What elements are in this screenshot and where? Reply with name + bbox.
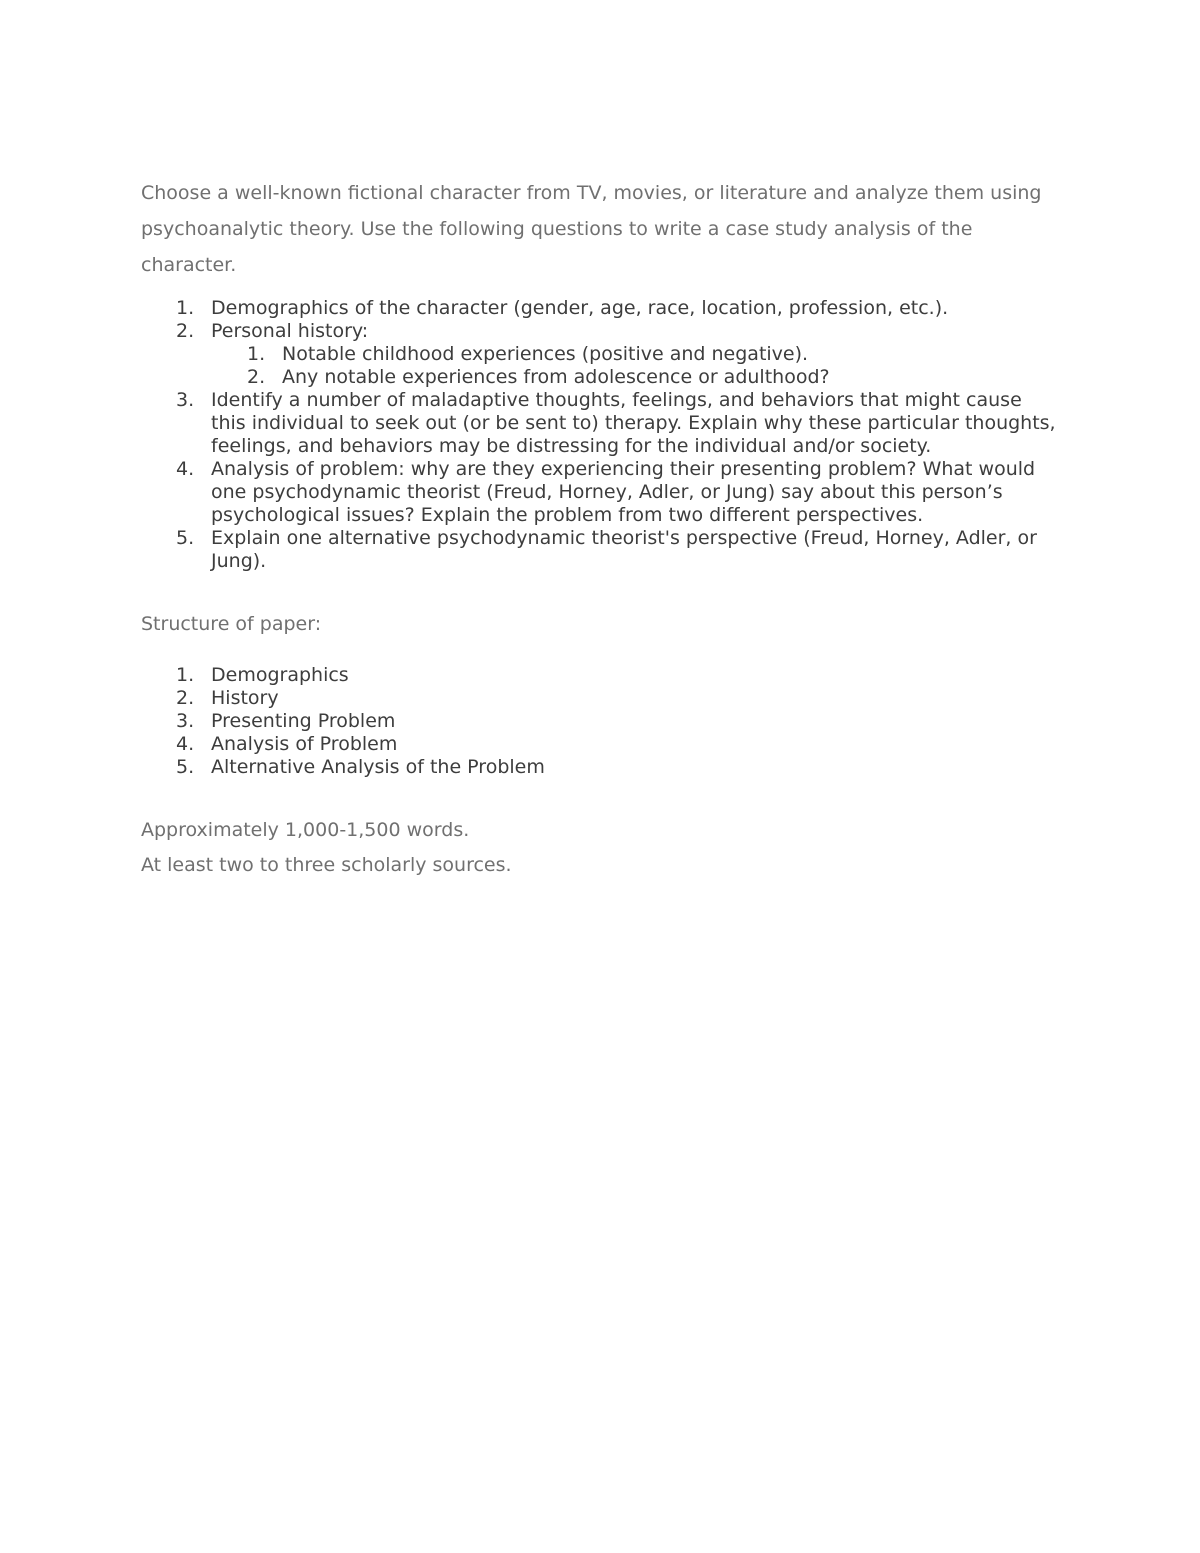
list-item	[141, 710, 1061, 733]
sources-note: At least two to three scholarly sources.	[141, 854, 512, 876]
list-item	[141, 733, 1061, 756]
list-item-text: Analysis of problem: why are they experiencing their presenting problem? What would one psychodynamic theorist (Freud, Horney, Adler, or Jung) say about this person’s psychological issues? Explain the problem from two different perspectives.	[211, 458, 1036, 526]
list-number: 5.	[176, 527, 195, 549]
list-item	[141, 458, 1061, 527]
questions-list	[141, 297, 1061, 573]
personal-history-sublist	[211, 343, 1061, 389]
list-item-text: Alternative Analysis of the Problem	[211, 756, 545, 778]
list-item	[141, 389, 1061, 458]
sublist-item	[211, 343, 1061, 366]
list-number: 2.	[176, 687, 195, 709]
list-item-text: Personal history:	[211, 320, 369, 342]
structure-heading: Structure of paper:	[141, 613, 322, 635]
list-item	[141, 527, 1061, 573]
list-number: 3.	[176, 389, 195, 411]
list-number: 2.	[176, 320, 195, 342]
list-item-text: Presenting Problem	[211, 710, 396, 732]
document-body	[141, 175, 1061, 877]
list-number: 5.	[176, 756, 195, 778]
list-item-text: Analysis of Problem	[211, 733, 398, 755]
sublist-number: 1.	[247, 343, 266, 365]
list-item	[141, 664, 1061, 687]
list-number: 4.	[176, 733, 195, 755]
list-item	[141, 687, 1061, 710]
sublist-item	[211, 366, 1061, 389]
sublist-number: 2.	[247, 366, 266, 388]
structure-list	[141, 664, 1061, 779]
list-item-text: Identify a number of maladaptive thoughts, feelings, and behaviors that might cause this individual to seek out (or be sent to) therapy. Explain why these particular thoughts, feelings, and behaviors may be distressing for the individual and/or society.	[211, 389, 1056, 457]
list-item	[141, 297, 1061, 320]
list-item-text: Demographics	[211, 664, 349, 686]
list-number: 4.	[176, 458, 195, 480]
list-item-text: Demographics of the character (gender, age, race, location, profession, etc.).	[211, 297, 949, 319]
intro-paragraph: Choose a well-known fictional character from TV, movies, or literature and analyze them using psychoanalytic theory. Use the following questions to write a case study analysis of the character.	[141, 182, 1042, 276]
list-number: 1.	[176, 297, 195, 319]
sublist-item-text: Notable childhood experiences (positive and negative).	[282, 343, 809, 365]
list-item	[141, 320, 1061, 389]
sublist-item-text: Any notable experiences from adolescence or adulthood?	[282, 366, 830, 388]
word-count-note: Approximately 1,000-1,500 words.	[141, 819, 470, 841]
list-item-text: History	[211, 687, 279, 709]
list-item	[141, 756, 1061, 779]
list-number: 3.	[176, 710, 195, 732]
list-item-text: Explain one alternative psychodynamic theorist's perspective (Freud, Horney, Adler, or Jung).	[211, 527, 1037, 572]
list-number: 1.	[176, 664, 195, 686]
